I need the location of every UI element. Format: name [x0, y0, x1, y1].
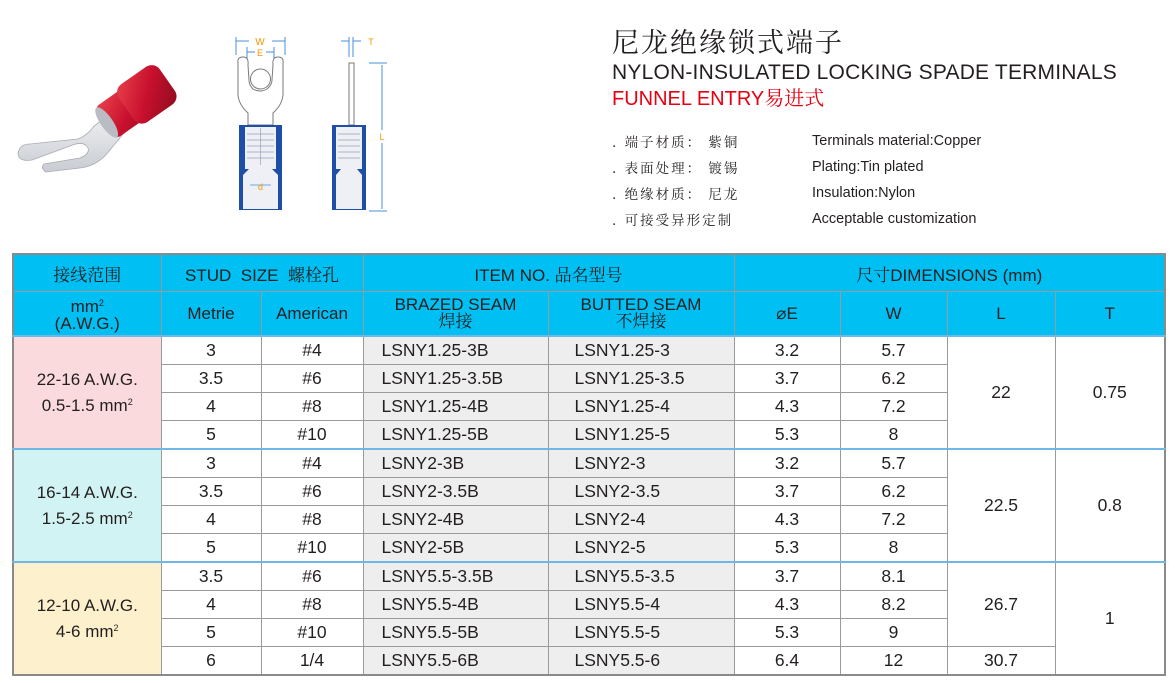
side-view-drawing — [332, 37, 387, 211]
metric-cell: 4 — [161, 591, 261, 619]
w-cell: 8.2 — [840, 591, 947, 619]
front-view-drawing — [236, 37, 285, 210]
brazed-item-cell: LSNY1.25-5B — [363, 421, 548, 450]
header-metric: Metrie — [161, 292, 261, 337]
header-item-no: ITEM NO. 品名型号 — [363, 254, 734, 292]
svg-text:E: E — [256, 48, 264, 58]
butted-item-cell: LSNY2-3 — [548, 449, 734, 478]
brazed-item-cell: LSNY1.25-3.5B — [363, 365, 548, 393]
e-cell: 3.7 — [734, 365, 840, 393]
e-cell: 5.3 — [734, 421, 840, 450]
spec-item-plating — [612, 154, 981, 180]
header-butted-seam: BUTTED SEAM 不焊接 — [548, 292, 734, 337]
metric-cell: 3 — [161, 449, 261, 478]
e-cell: 4.3 — [734, 393, 840, 421]
l-cell: 30.7 — [947, 647, 1055, 676]
subtitle-funnel-entry: FUNNEL ENTRY易进式 — [612, 88, 825, 110]
header-american: American — [261, 292, 363, 337]
w-cell: 8 — [840, 534, 947, 563]
e-cell: 3.7 — [734, 562, 840, 591]
american-cell: #4 — [261, 336, 363, 365]
e-cell: 4.3 — [734, 591, 840, 619]
spec-en: Acceptable customization — [812, 211, 977, 227]
w-cell: 6.2 — [840, 365, 947, 393]
spec-item-material — [612, 128, 981, 154]
brazed-item-cell: LSNY2-5B — [363, 534, 548, 563]
american-cell: #6 — [261, 478, 363, 506]
spec-en: Plating:Tin plated — [812, 159, 924, 175]
e-cell: 5.3 — [734, 534, 840, 563]
w-cell: 8.1 — [840, 562, 947, 591]
e-cell: 3.2 — [734, 449, 840, 478]
spec-item-insulation — [612, 180, 981, 206]
brazed-item-cell: LSNY2-3B — [363, 449, 548, 478]
table-row — [13, 449, 1165, 478]
butted-item-cell: LSNY5.5-6 — [548, 647, 734, 676]
l-cell: 22.5 — [947, 449, 1055, 562]
w-cell: 6.2 — [840, 478, 947, 506]
w-cell: 5.7 — [840, 449, 947, 478]
table-row — [13, 562, 1165, 591]
header-range-unit: $mm^2$ (A.W.G.) — [13, 292, 161, 337]
technical-drawing — [225, 25, 395, 220]
metric-cell: 5 — [161, 534, 261, 563]
butted-item-cell: LSNY1.25-4 — [548, 393, 734, 421]
butted-item-cell: LSNY2-5 — [548, 534, 734, 563]
brazed-item-cell: LSNY1.25-4B — [363, 393, 548, 421]
metric-cell: 6 — [161, 647, 261, 676]
butted-item-cell: LSNY2-3.5 — [548, 478, 734, 506]
w-cell: 7.2 — [840, 393, 947, 421]
american-cell: 1/4 — [261, 647, 363, 676]
t-cell: 0.8 — [1055, 449, 1165, 562]
w-cell: 9 — [840, 619, 947, 647]
brazed-item-cell: LSNY5.5-4B — [363, 591, 548, 619]
title-chinese: 尼龙绝缘锁式端子 — [612, 28, 844, 59]
t-cell: 0.75 — [1055, 336, 1165, 449]
e-cell: 3.2 — [734, 336, 840, 365]
header-w: W — [840, 292, 947, 337]
butted-item-cell: LSNY1.25-3.5 — [548, 365, 734, 393]
title-english: NYLON-INSULATED LOCKING SPADE TERMINALS — [612, 61, 1117, 84]
butted-item-cell: LSNY5.5-5 — [548, 619, 734, 647]
brazed-item-cell: LSNY1.25-3B — [363, 336, 548, 365]
butted-item-cell: LSNY1.25-5 — [548, 421, 734, 450]
header-row-1 — [13, 254, 1165, 292]
t-cell: 1 — [1055, 562, 1165, 675]
l-cell: 26.7 — [947, 562, 1055, 647]
brazed-item-cell: LSNY5.5-3.5B — [363, 562, 548, 591]
butted-item-cell: LSNY2-4 — [548, 506, 734, 534]
wire-range-cell: 22-16 A.W.G. 0.5-1.5 $mm^2$ — [13, 336, 161, 449]
american-cell: #10 — [261, 421, 363, 450]
title-block — [612, 28, 1117, 112]
american-cell: #8 — [261, 393, 363, 421]
wire-range-cell: 12-10 A.W.G. 4-6 $mm^2$ — [13, 562, 161, 675]
header-wire-range: 接线范围 — [13, 254, 161, 292]
metric-cell: 4 — [161, 506, 261, 534]
brazed-item-cell: LSNY2-3.5B — [363, 478, 548, 506]
header-row-2 — [13, 292, 1165, 337]
brazed-item-cell: LSNY5.5-5B — [363, 619, 548, 647]
metric-cell: 5 — [161, 619, 261, 647]
metric-cell: 3.5 — [161, 562, 261, 591]
w-cell: 8 — [840, 421, 947, 450]
butted-item-cell: LSNY5.5-3.5 — [548, 562, 734, 591]
svg-text:d: d — [257, 182, 264, 192]
header-l: L — [947, 292, 1055, 337]
header-dimensions: 尺寸DIMENSIONS (mm) — [734, 254, 1165, 292]
wire-range-cell: 16-14 A.W.G. 1.5-2.5 $mm^2$ — [13, 449, 161, 562]
american-cell: #10 — [261, 534, 363, 563]
e-cell: 5.3 — [734, 619, 840, 647]
metric-cell: 3 — [161, 336, 261, 365]
svg-text:W: W — [255, 37, 265, 48]
w-cell: 12 — [840, 647, 947, 676]
brazed-item-cell: LSNY2-4B — [363, 506, 548, 534]
american-cell: #6 — [261, 562, 363, 591]
spec-item-customization — [612, 206, 981, 232]
metric-cell: 3.5 — [161, 478, 261, 506]
specification-table — [12, 253, 1166, 676]
e-cell: 4.3 — [734, 506, 840, 534]
svg-text:L: L — [379, 132, 385, 142]
spec-cn: . 绝缘材质： 尼龙 — [612, 187, 740, 203]
american-cell: #4 — [261, 449, 363, 478]
header-brazed-seam: BRAZED SEAM 焊接 — [363, 292, 548, 337]
product-photo — [10, 40, 190, 180]
metric-cell: 3.5 — [161, 365, 261, 393]
spec-cn: . 可接受异形定制 — [612, 213, 734, 229]
metric-cell: 5 — [161, 421, 261, 450]
american-cell: #6 — [261, 365, 363, 393]
american-cell: #10 — [261, 619, 363, 647]
american-cell: #8 — [261, 591, 363, 619]
w-cell: 5.7 — [840, 336, 947, 365]
l-cell: 22 — [947, 336, 1055, 449]
table-row — [13, 647, 1165, 676]
spec-cn: . 表面处理： 镀锡 — [612, 161, 740, 177]
american-cell: #8 — [261, 506, 363, 534]
spec-list — [612, 128, 981, 232]
metric-cell: 4 — [161, 393, 261, 421]
spec-en: Insulation:Nylon — [812, 185, 916, 201]
header-e: ⌀E — [734, 292, 840, 337]
brazed-item-cell: LSNY5.5-6B — [363, 647, 548, 676]
butted-item-cell: LSNY5.5-4 — [548, 591, 734, 619]
w-cell: 7.2 — [840, 506, 947, 534]
spec-cn: . 端子材质： 紫铜 — [612, 135, 740, 151]
header-t: T — [1055, 292, 1165, 337]
butted-item-cell: LSNY1.25-3 — [548, 336, 734, 365]
e-cell: 6.4 — [734, 647, 840, 676]
header-stud-size: STUD SIZE 螺栓孔 — [161, 254, 363, 292]
table-row — [13, 336, 1165, 365]
svg-text:T: T — [368, 37, 374, 47]
spec-en: Terminals material:Copper — [812, 133, 982, 149]
e-cell: 3.7 — [734, 478, 840, 506]
